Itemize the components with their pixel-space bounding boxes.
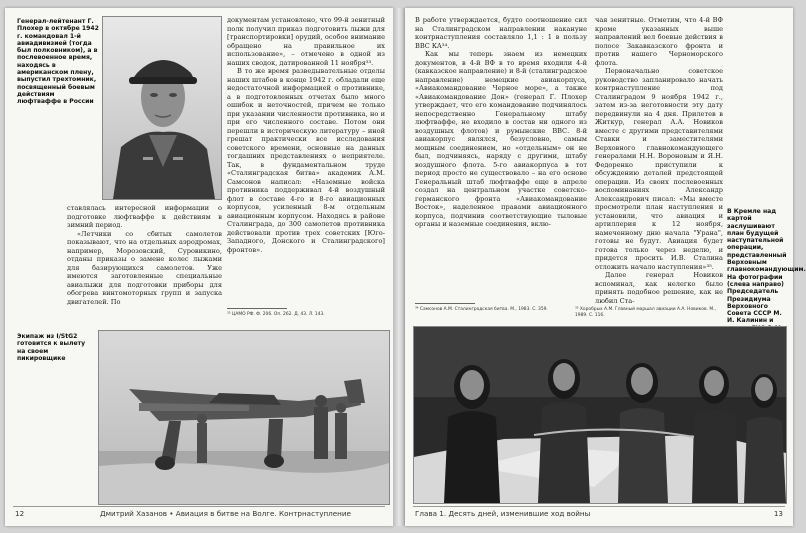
footnote: ³⁴ Самсонов А.М. Сталинградская битва. М., 1983. С. 359.	[415, 307, 548, 312]
paragraph: Как мы теперь знаем из немецких документов, в 4-й ВФ в то время входили 4-й (кавказское направление) и 8-й (сталинградское направление) немецкие авиакорпуса, «Авиакомандование Черное море», а также «Авиакомандование Дон» (генерал Г. Плохер утверждает, что его командование подчинялось непосредственно Генеральному штабу люфтваффе, не входило в состав ни одного из воздушных флотов) и румынские ВВС. 8-й авиакорпус являлся, безусловно, самым мощным соединением, но «отдельным» он не был, подчиняясь, наряду с другими, штабу воздушного флота. 5-го авиакорпуса в тот период просто не существовало – на его основе Генеральный штаб люфтваффе еще в апреле создал на центральном участке советско-германского фронта «Авиакомандование Восток», наделенное правами авиационного корпуса, подчинив соответствующие тыловые органы и наземные соединения, вклю-	[415, 50, 587, 228]
right-col2-text	[595, 16, 723, 305]
footnote: ³⁵ Хоробрых А.М. Главный маршал авиации А.А. Новиков. М., 1989. С. 116.	[575, 307, 716, 318]
portrait-caption: Генерал-лейтенант Г. Плохер в октябре 1942 г. командовал 1-й авиадивизией (тогда был полковником), а в послевоенное время, находясь в американском плену, выпустил трехтомник, посвященный боевым действиям люфтваффе в России	[17, 18, 99, 106]
footnote: ³³ ЦАМО РФ. Ф. 206. Оп. 262. Д. 43. Л. 143.	[227, 312, 325, 317]
paragraph: документам установлено, что 99-й зенитный полк получил приказ подготовить лыжи для [транспортировки] орудий, особое внимание обращено на правильное их использование», – отмечено в одной из наших сводок, датированной 11 ноября³³.	[227, 16, 385, 67]
paragraph: чая зенитные. Отметим, что 4-й ВФ кроме указанных выше направлений вел боевые действия в полосе Закавказского фронта и против нашего Черноморского флота.	[595, 16, 723, 67]
footnote-rule	[227, 308, 287, 309]
running-title: Глава 1. Десять дней, изменившие ход войны	[415, 509, 591, 518]
left-page	[5, 8, 393, 526]
footer-rule	[13, 506, 385, 507]
paragraph: В работе утверждается, будто соотношение сил на Сталинградском направлении накануне контрнаступления составляло 1,1 : 1 в пользу ВВС КА³⁴.	[415, 16, 587, 50]
left-col-top-text	[227, 16, 385, 254]
right-col1-text	[415, 16, 587, 229]
paragraph: ставлялась интересной информации о подготовке люфтваффе к действиям в зимний период.	[67, 204, 222, 229]
right-page	[405, 8, 806, 526]
page-number: 12	[15, 509, 25, 518]
footer-rule	[413, 506, 785, 507]
portrait-photo	[102, 16, 222, 200]
paragraph: Первоначально советское руководство запланировало начать контрнаступление под Сталинградом 9 ноября 1942 г., затем из-за неготовности эту дату передвинули на 4 дня. Прилетев в Житкур, генерал А.А. Новиков вместе с другими представителями Ставки и заместителями Верховного главнокомандующего генералами Н.Н. Вороновым и Я.Н. Федоренко приступили к обсуждению деталей предстоящей операции. Из своих послевоенных воспоминаниях Александр Александрович писал: «Мы вместе просмотрели план наступления и установили, что авиация и артиллерия к 12 ноября, намеченному дню начала "Урана", готовы не будут. Авиация будет готова только через неделю, и придется просить И.В. Сталина отложить начало наступления»³⁵.	[595, 67, 723, 271]
paragraph: Далее генерал Новиков вспоминал, как нелегко было принять подобное решение, как не любил Ста-	[595, 271, 723, 305]
kremlin-photo-caption: В Кремле над картой заслушивают план будущей наступательной операции, представленный Верховным главнокомандующим. На фотографии (слева направо) Председатель Президиума Верховного Совета СССР М. И. Калинин и	[727, 208, 806, 325]
book-gutter	[393, 8, 405, 526]
aircraft-photo	[98, 330, 390, 505]
kremlin-photo	[413, 326, 787, 504]
page-number: 13	[773, 509, 783, 518]
aircraft-photo-caption: Экипаж из I/StG2 готовится к вылету на своем пикировщике	[17, 333, 86, 362]
paragraph: «Летчики со сбитых самолетов показывают, что на отдельных аэродромах, например, Морозовский, Суровикино, отданы приказы о замене колес лыжами для базирующихся самолетов. Уже имеются заготовленные специальные авиалыжи для подготовки приборы для обогрева винтомоторных групп и запуска двигателей. По	[67, 229, 222, 306]
under-portrait-text	[67, 204, 222, 306]
running-title: Дмитрий Хазанов • Авиация в битве на Волге. Контрнаступление	[100, 509, 351, 518]
footnote-rule	[415, 303, 475, 304]
paragraph: В то же время разведывательные отделы наших штабов в конце 1942 г. обладали еще недостаточной информацией о противнике, а в подготовленных отчетах было много ошибок и неточностей, причем не только при указании численности противника, но и при его численного составе. Потом они перешли в историческую литературу – иной грешат практически все исследования советского времени, основные на данных тогдашних представлениях о неприятеле. Так, в фундаментальном труде «Сталинградская битва» академик А.М. Самсонов написал: «Наземные войска противника поддерживал 4-й воздушный флот в составе 4-го и 8-го авиационных корпусов, усиленный 8-м отдельным авиационным корпусом. Находясь в районе Сталинграда, до 300 самолетов противника действовали против трех советских [Юго-Западного, Донского и Сталинградского] фронтов».	[227, 67, 385, 254]
